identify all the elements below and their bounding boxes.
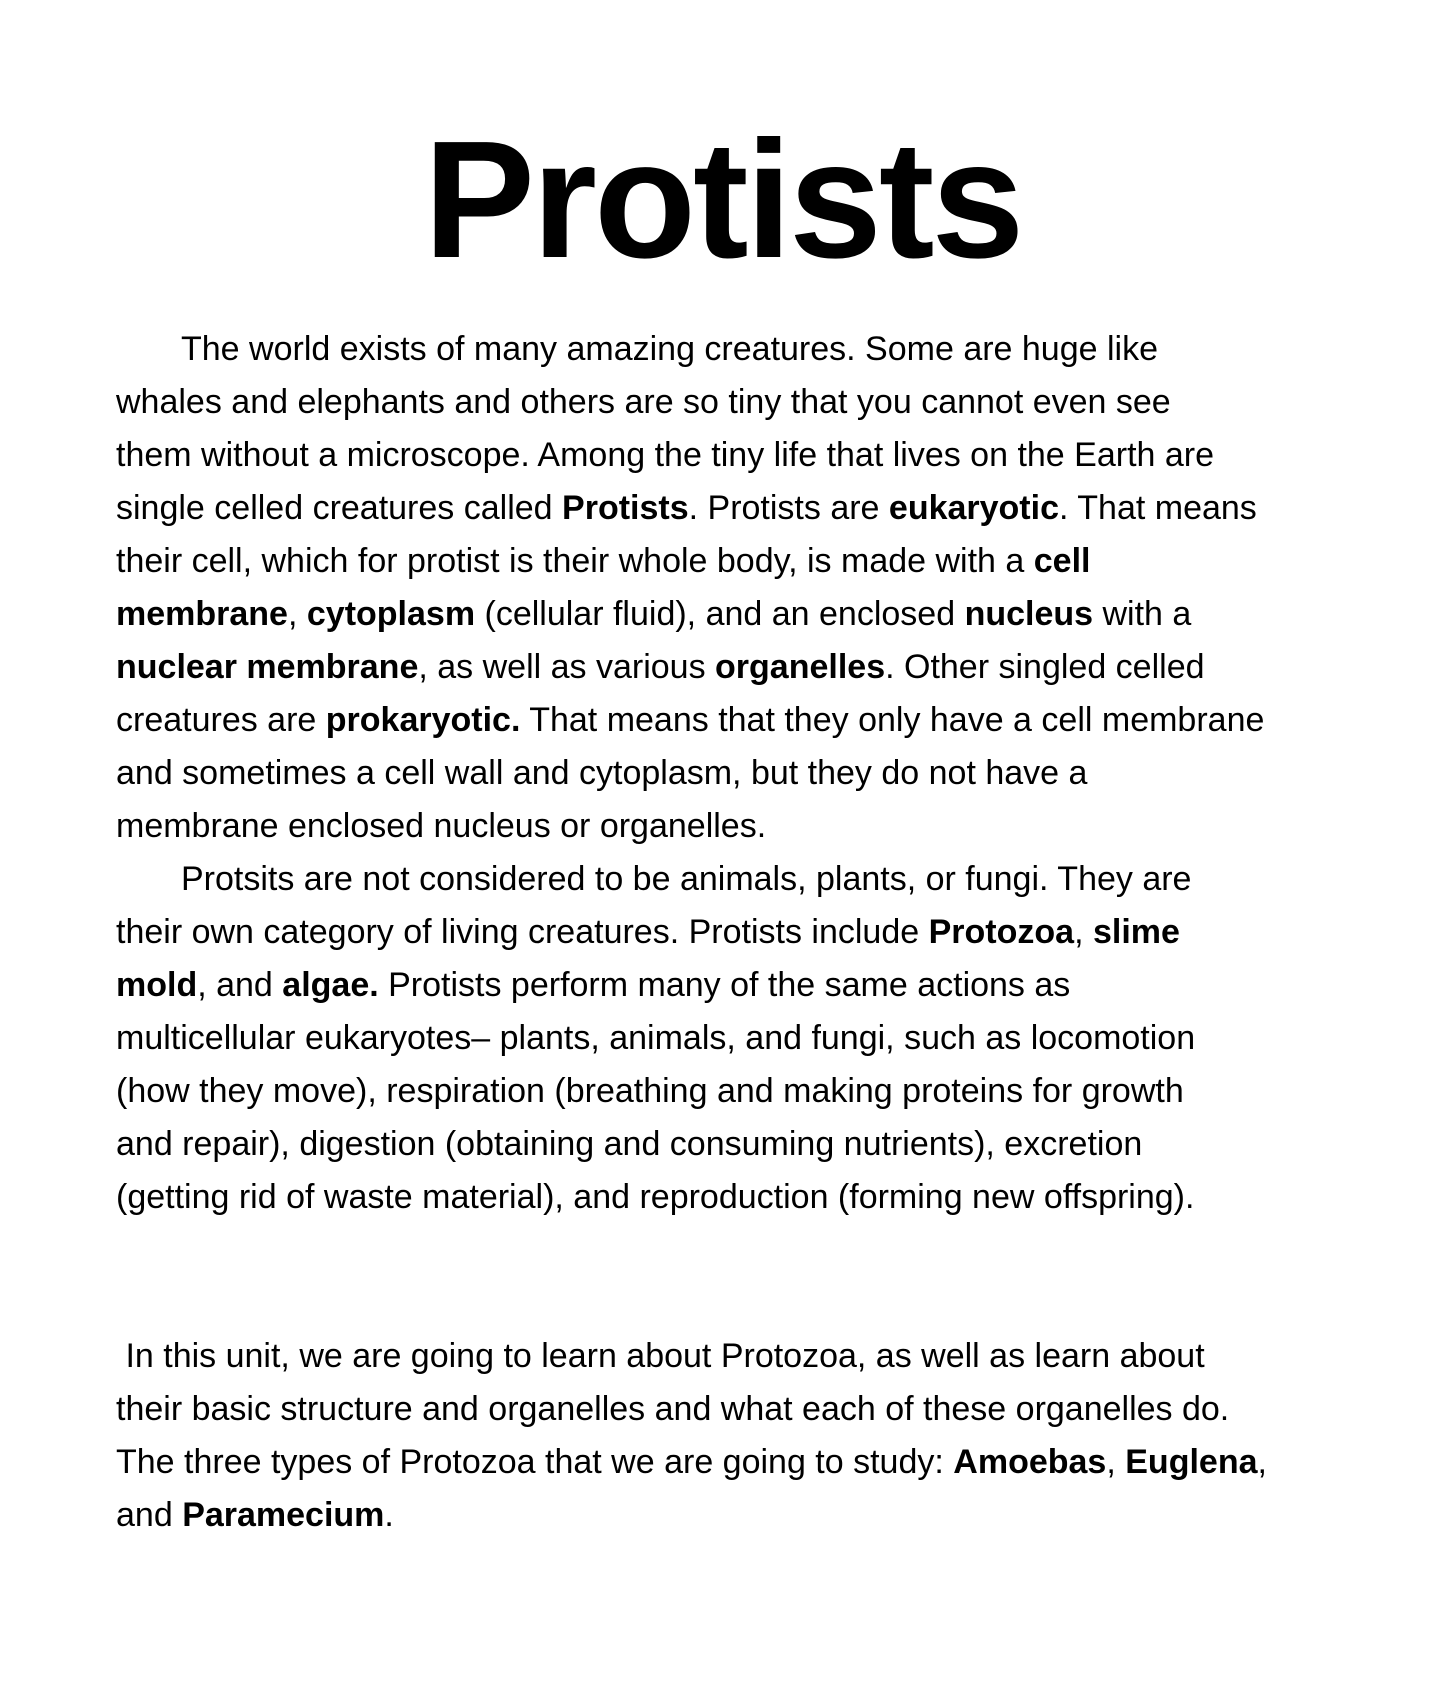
- text-line: their basic structure and organelles and what each of these organelles do.: [116, 1390, 1230, 1428]
- text-line: membrane, cytoplasm (cellular fluid), and an enclosed nucleus with a: [116, 595, 1192, 633]
- text-line: membrane enclosed nucleus or organelles.: [116, 807, 767, 845]
- bold-term: Protozoa: [928, 913, 1075, 951]
- text-line: The three types of Protozoa that we are going to study: Amoebas, Euglena,: [116, 1443, 1267, 1481]
- blank-line: [116, 1277, 1385, 1330]
- paragraph: [116, 1330, 1385, 1542]
- bold-term: Protists: [562, 489, 689, 527]
- text-line: single celled creatures called Protists. Protists are eukaryotic. That means: [116, 489, 1257, 527]
- text-line: and repair), digestion (obtaining and consuming nutrients), excretion: [116, 1125, 1143, 1163]
- text-line: (getting rid of waste material), and reproduction (forming new offspring).: [116, 1178, 1195, 1216]
- bold-term: nucleus: [964, 595, 1094, 633]
- bold-term: eukaryotic: [888, 489, 1059, 527]
- text-line: their cell, which for protist is their whole body, is made with a cell: [116, 542, 1091, 580]
- bold-term: slime: [1092, 913, 1180, 951]
- paragraph: [116, 323, 1385, 853]
- text-line: mold, and algae. Protists perform many of the same actions as: [116, 966, 1071, 1004]
- bold-term: nuclear membrane: [116, 648, 419, 686]
- text-line: In this unit, we are going to learn about Protozoa, as well as learn about: [116, 1337, 1205, 1375]
- blank-line: [116, 1224, 1385, 1277]
- text-line: Protsits are not considered to be animals, plants, or fungi. They are: [181, 860, 1192, 898]
- bold-term: cell: [1033, 542, 1091, 580]
- text-line: (how they move), respiration (breathing and making proteins for growth: [116, 1072, 1184, 1110]
- bold-term: mold: [116, 966, 198, 1004]
- bold-term: Euglena: [1125, 1443, 1258, 1481]
- text-line: creatures are prokaryotic. That means that they only have a cell membrane: [116, 701, 1265, 739]
- bold-term: Paramecium: [182, 1496, 385, 1534]
- bold-term: membrane: [116, 595, 288, 633]
- bold-term: Amoebas: [953, 1443, 1107, 1481]
- text-line: and sometimes a cell wall and cytoplasm, but they do not have a: [116, 754, 1088, 792]
- text-line: The world exists of many amazing creatures. Some are huge like: [181, 330, 1159, 368]
- text-line: multicellular eukaryotes– plants, animals, and fungi, such as locomotion: [116, 1019, 1196, 1057]
- text-line: and Paramecium.: [116, 1496, 394, 1534]
- paragraph: [116, 853, 1385, 1224]
- text-line: them without a microscope. Among the tiny life that lives on the Earth are: [116, 436, 1215, 474]
- bold-term: algae.: [282, 966, 379, 1004]
- text-line: their own category of living creatures. Protists include Protozoa, slime: [116, 913, 1180, 951]
- text-line: whales and elephants and others are so tiny that you cannot even see: [116, 383, 1171, 421]
- bold-term: prokaryotic.: [325, 701, 521, 739]
- page-title: Protists: [423, 107, 1022, 293]
- bold-term: cytoplasm: [306, 595, 476, 633]
- document-body: [116, 323, 1385, 1542]
- bold-term: organelles: [715, 648, 886, 686]
- text-line: nuclear membrane, as well as various organelles. Other singled celled: [116, 648, 1205, 686]
